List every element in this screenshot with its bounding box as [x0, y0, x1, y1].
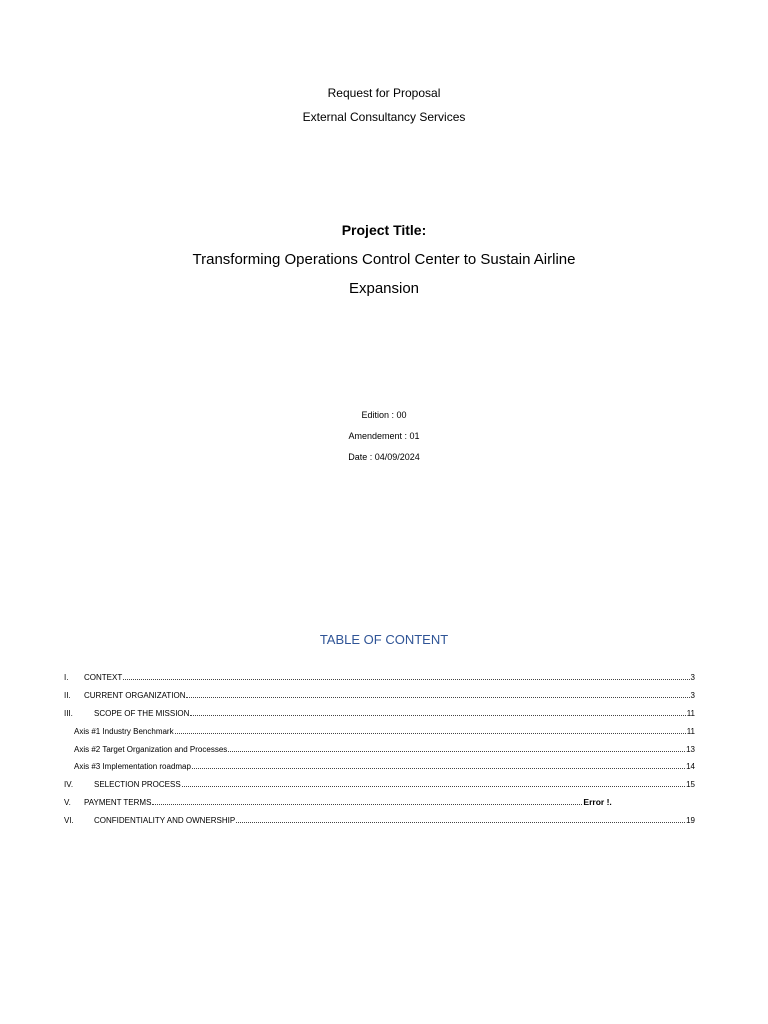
- toc-entry-label: CONTEXT: [84, 673, 123, 682]
- project-name-line-2: Expansion: [348, 280, 420, 297]
- toc-leader: [152, 797, 582, 805]
- toc-entry-number: IV.: [64, 780, 74, 790]
- toc-leader: [175, 726, 686, 734]
- toc-leader: [190, 708, 685, 716]
- toc-entry-page: 3: [690, 690, 695, 700]
- toc-entry-label: Axis #3 Implementation roadmap: [74, 762, 191, 772]
- toc-entry-axis-1[interactable]: [64, 726, 695, 744]
- toc-entry-number: III.: [64, 708, 73, 718]
- toc-entry-axis-3[interactable]: [64, 761, 695, 779]
- toc-leader: [228, 744, 685, 752]
- toc-leader: [236, 815, 685, 823]
- toc-entry-label: Axis #2 Target Organization and Processes: [74, 744, 228, 754]
- toc-entry-label: SELECTION PROCESS: [94, 780, 181, 790]
- toc-entry-label: CURRENT ORGANIZATION: [84, 690, 186, 700]
- toc-entry-number: I.: [64, 673, 69, 682]
- toc-entry-label: Axis #1 Industry Benchmark: [74, 726, 174, 736]
- toc-entry-page: 13: [686, 744, 695, 754]
- toc-leader: [182, 779, 685, 787]
- toc-entry-label: CONFIDENTIALITY AND OWNERSHIP: [94, 816, 236, 826]
- toc-entry-label: PAYMENT TERMS: [84, 798, 152, 808]
- toc-entry-scope-of-mission[interactable]: [64, 708, 695, 726]
- toc-entry-page: 14: [686, 762, 695, 772]
- toc-entry-number: V.: [64, 798, 71, 808]
- toc-entry-context[interactable]: [64, 672, 695, 690]
- table-of-contents: [64, 672, 695, 833]
- toc-entry-page: 19: [686, 816, 695, 826]
- toc-leader: [123, 672, 689, 680]
- edition-info: Edition : 00: [361, 410, 407, 420]
- project-name-line-1: Transforming Operations Control Center to Sustain Airline: [192, 251, 576, 268]
- toc-entry-payment-terms[interactable]: [64, 797, 695, 815]
- toc-entry-page: 15: [686, 780, 695, 790]
- project-title-label: Project Title:: [341, 222, 427, 238]
- toc-leader: [186, 690, 689, 698]
- date-info: Date : 04/09/2024: [348, 452, 420, 462]
- toc-entry-page: 11: [686, 708, 695, 718]
- toc-entry-confidentiality[interactable]: [64, 815, 695, 833]
- toc-entry-page-error: Error !.: [583, 797, 612, 808]
- toc-entry-axis-2[interactable]: [64, 744, 695, 762]
- toc-entry-page: 3: [690, 673, 695, 682]
- amendment-info: Amendement : 01: [348, 431, 420, 441]
- toc-entry-page: 11: [686, 726, 695, 736]
- toc-entry-number: VI.: [64, 816, 74, 826]
- toc-entry-current-organization[interactable]: [64, 690, 695, 708]
- document-type: Request for Proposal: [327, 86, 441, 100]
- toc-title: TABLE OF CONTENT: [319, 632, 449, 647]
- toc-entry-number: II.: [64, 690, 71, 700]
- document-subtitle: External Consultancy Services: [302, 110, 466, 124]
- toc-leader: [192, 761, 685, 769]
- toc-entry-selection-process[interactable]: [64, 779, 695, 797]
- toc-entry-label: SCOPE OF THE MISSION: [94, 708, 190, 718]
